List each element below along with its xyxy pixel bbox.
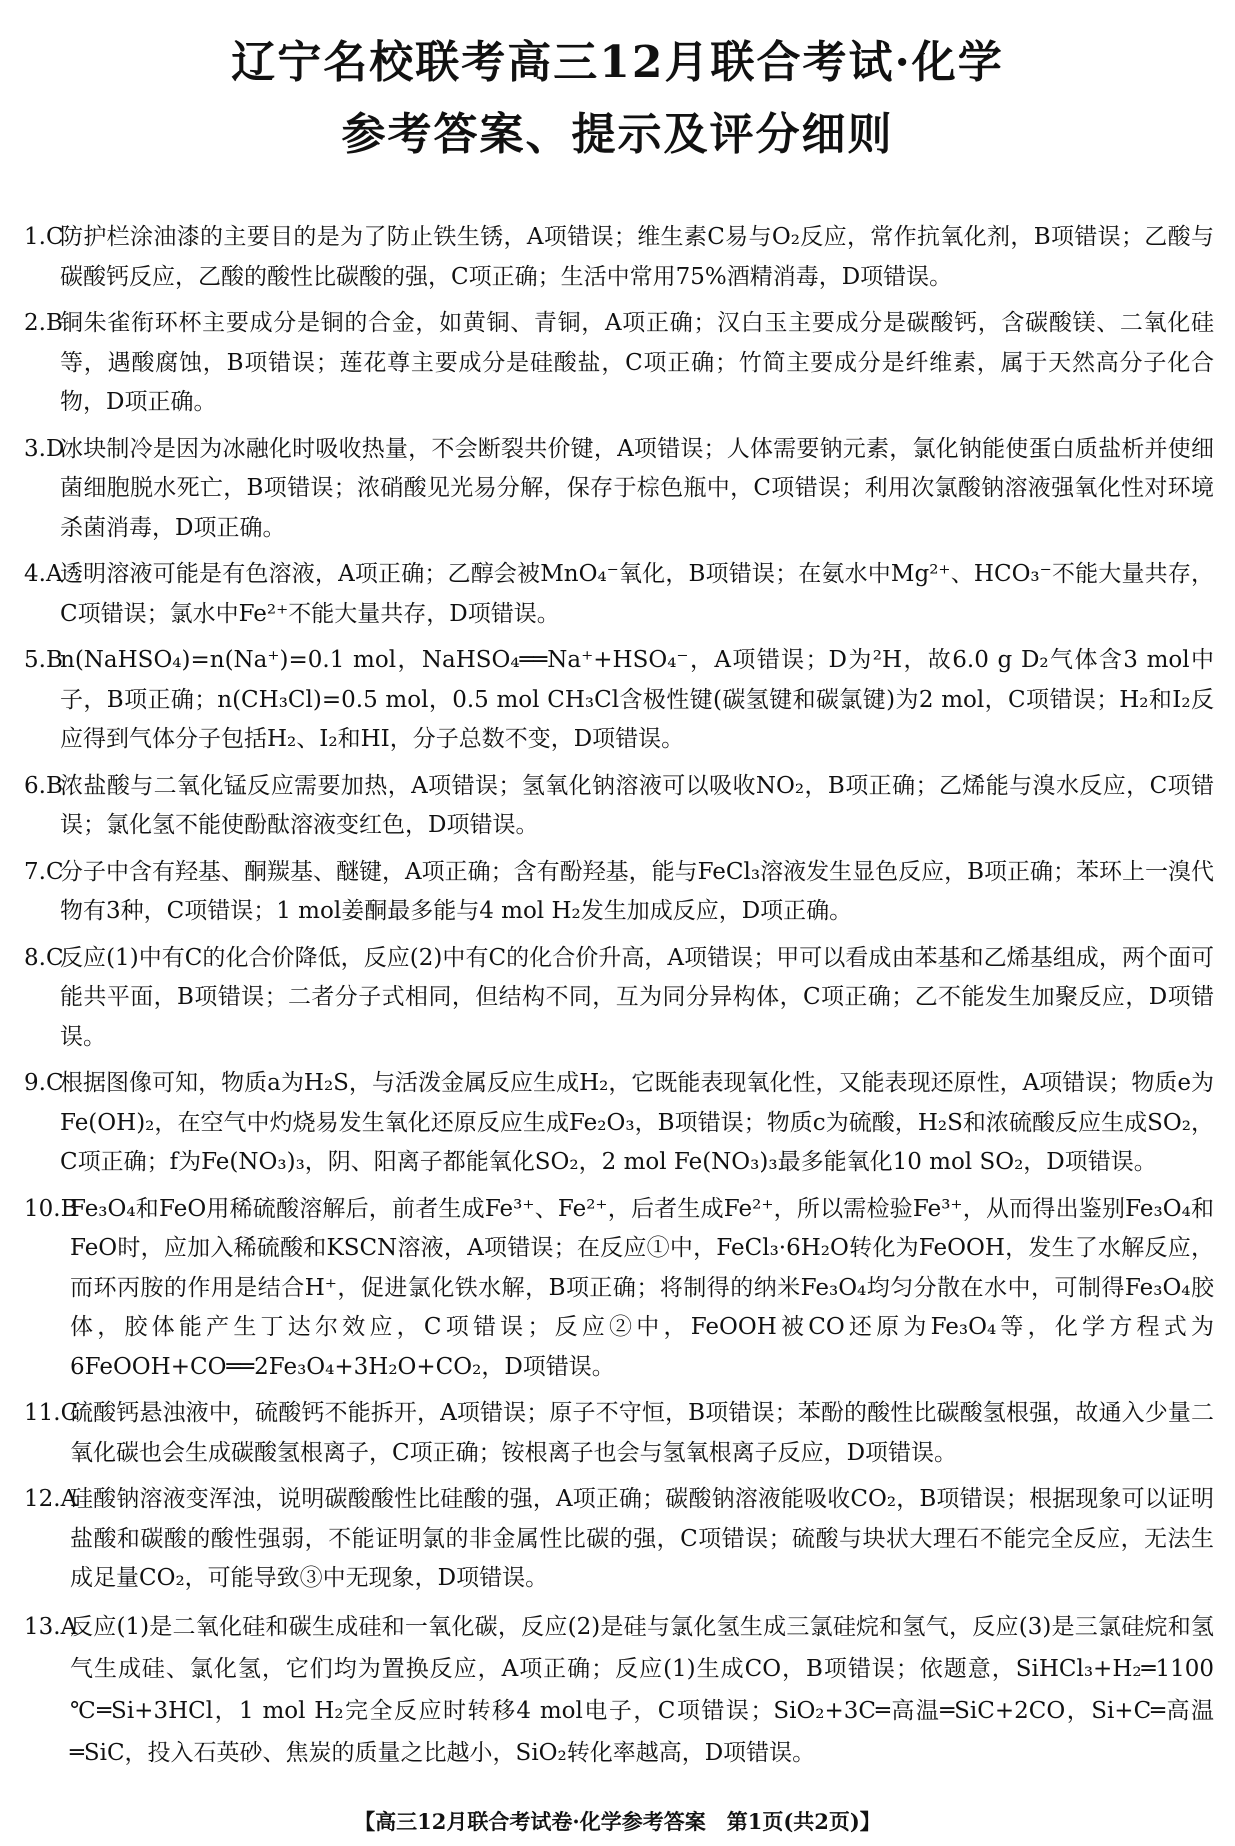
answer-explanation: 硫酸钙悬浊液中，硫酸钙不能拆开，A项错误；原子不守恒，B项错误；苯酚的酸性比碳酸氢根强，故通入少量二氧化碳也会生成碳酸氢根离子，C项正确；铵根离子也会与氢氧根离子反应，D项错误。: [70, 1400, 1214, 1466]
answer-explanation: 硅酸钠溶液变浑浊，说明碳酸酸性比硅酸的强，A项正确；碳酸钠溶液能吸收CO₂，B项错误；根据现象可以证明盐酸和碳酸的酸性强弱，不能证明氯的非金属性比碳的强，C项错误；硫酸与块状大理石不能完全反应，无法生成足量CO₂，可能导致③中无现象，D项错误。: [70, 1486, 1214, 1591]
answer-item-6: [24, 767, 1214, 846]
answer-explanation: 铜朱雀衔环杯主要成分是铜的合金，如黄铜、青铜，A项正确；汉白玉主要成分是碳酸钙，含碳酸镁、二氧化硅等，遇酸腐蚀，B项错误；莲花尊主要成分是硅酸盐，C项正确；竹简主要成分是纤维素，属于天然高分子化合物，D项正确。: [60, 310, 1214, 415]
answer-explanation: 冰块制冷是因为冰融化时吸收热量，不会断裂共价键，A项错误；人体需要钠元素，氯化钠能使蛋白质盐析并使细菌细胞脱水死亡，B项错误；浓硝酸见光易分解，保存于棕色瓶中，C项错误；利用次氯酸钠溶液强氧化性对环境杀菌消毒，D项正确。: [60, 435, 1214, 541]
answer-label: 4.A: [24, 561, 63, 587]
answer-explanation: 浓盐酸与二氧化锰反应需要加热，A项错误；氢氧化钠溶液可以吸收NO₂，B项正确；乙烯能与溴水反应，C项错误；氯化氢不能使酚酞溶液变红色，D项错误。: [60, 772, 1214, 838]
page-footer: 【高三12月联合考试卷·化学参考答案 第1页(共2页)】: [354, 1809, 881, 1834]
answer-item-12: [24, 1480, 1214, 1599]
answer-label: 7.C: [24, 858, 64, 885]
answer-explanation: 防护栏涂油漆的主要目的是为了防止铁生锈，A项错误；维生素C易与O₂反应，常作抗氧化剂，B项错误；乙酸与碳酸钙反应，乙酸的酸性比碳酸的强，C项正确；生活中常用75%酒精消毒，D项错误。: [60, 224, 1214, 290]
answer-label: 1.C: [24, 224, 64, 250]
answer-item-5: [24, 641, 1214, 760]
answer-explanation: 根据图像可知，物质a为H₂S，与活泼金属反应生成H₂，它既能表现氧化性，又能表现还原性，A项错误；物质e为Fe(OH)₂，在空气中灼烧易发生氧化还原反应生成Fe₂O₃，B项错误；物质c为硫酸，H₂S和浓硫酸反应生成SO₂，C项正确；f为Fe(NO₃)₃，阴、阳离子都能氧化SO₂，2 mol Fe(NO₃)₃最多能氧化10 mol SO₂，D项错误。: [60, 1070, 1214, 1175]
answer-explanation: 反应(1)中有C的化合价降低，反应(2)中有C的化合价升高，A项错误；甲可以看成由苯基和乙烯基组成，两个面可能共平面，B项错误；二者分子式相同，但结构不同，互为同分异构体，C项正确；乙不能发生加聚反应，D项错误。: [60, 944, 1214, 1050]
answer-label: 10.B: [24, 1195, 78, 1222]
answer-label: 2.B: [24, 310, 63, 336]
answer-label: 8.C: [24, 944, 64, 971]
answer-explanation: 透明溶液可能是有色溶液，A项正确；乙醇会被MnO₄⁻氧化，B项错误；在氨水中Mg²⁺、HCO₃⁻不能大量共存，C项错误；氯水中Fe²⁺不能大量共存，D项错误。: [60, 561, 1214, 627]
answer-explanation: Fe₃O₄和FeO用稀硫酸溶解后，前者生成Fe³⁺、Fe²⁺，后者生成Fe²⁺，所以需检验Fe³⁺，从而得出鉴别Fe₃O₄和FeO时，应加入稀硫酸和KSCN溶液，A项错误；在反应①中，FeCl₃·6H₂O转化为FeOOH，发生了水解反应，而环丙胺的作用是结合H⁺，促进氯化铁水解，B项正确；将制得的纳米Fe₃O₄均匀分散在水中，可制得Fe₃O₄胶体，胶体能产生丁达尔效应，C项错误；反应②中，FeOOH被CO还原为Fe₃O₄等，化学方程式为6FeOOH+CO══2Fe₃O₄+3H₂O+CO₂，D项错误。: [70, 1195, 1214, 1380]
answer-item-1: [24, 218, 1214, 297]
answer-label: 5.B: [24, 647, 63, 673]
answer-item-2: [24, 304, 1214, 423]
answer-label: 9.C: [24, 1070, 64, 1096]
answer-item-11: [24, 1394, 1214, 1473]
answer-list: [24, 218, 1214, 1781]
answer-label: 6.B: [24, 772, 63, 799]
answer-item-9: [24, 1064, 1214, 1183]
answer-explanation: 分子中含有羟基、酮羰基、醚键，A项正确；含有酚羟基，能与FeCl₃溶液发生显色反应，B项正确；苯环上一溴代物有3种，C项错误；1 mol姜酮最多能与4 mol H₂发生加成反应，D项正确。: [60, 858, 1214, 924]
answer-item-3: [24, 430, 1214, 549]
answer-label: 11.C: [24, 1400, 79, 1426]
document-title: 辽宁名校联考高三12月联合考试·化学: [231, 37, 1004, 88]
answer-item-10: [24, 1190, 1214, 1388]
answer-item-4: [24, 555, 1214, 634]
answer-label: 12.A: [24, 1486, 78, 1512]
answer-explanation: 反应(1)是二氧化硅和碳生成硅和一氧化碳，反应(2)是硅与氯化氢生成三氯硅烷和氢气，反应(3)是三氯硅烷和氢气生成硅、氯化氢，它们均为置换反应，A项正确；反应(1)生成CO，B项错误；依题意，SiHCl₃+H₂═1100 ℃═Si+3HCl，1 mol H₂完全反应时转移4 mol电子，C项错误；SiO₂+3C═高温═SiC+2CO，Si+C═高温═SiC，投入石英砂、焦炭的质量之比越小，SiO₂转化率越高，D项错误。: [70, 1613, 1214, 1766]
answer-explanation: n(NaHSO₄)=n(Na⁺)=0.1 mol，NaHSO₄══Na⁺+HSO₄⁻，A项错误；D为²H，故6.0 g D₂气体含3 mol中子，B项正确；n(CH₃Cl)=0.5 mol，0.5 mol CH₃Cl含极性键(碳氢键和碳氯键)为2 mol，C项错误；H₂和I₂反应得到气体分子包括H₂、I₂和HI，分子总数不变，D项错误。: [60, 647, 1214, 752]
answer-item-8: [24, 939, 1214, 1058]
answer-label: 3.D: [24, 435, 65, 462]
answer-item-7: [24, 853, 1214, 932]
document-subtitle: 参考答案、提示及评分细则: [341, 109, 894, 160]
answer-label: 13.A: [24, 1613, 78, 1640]
answer-item-13: [24, 1606, 1214, 1774]
